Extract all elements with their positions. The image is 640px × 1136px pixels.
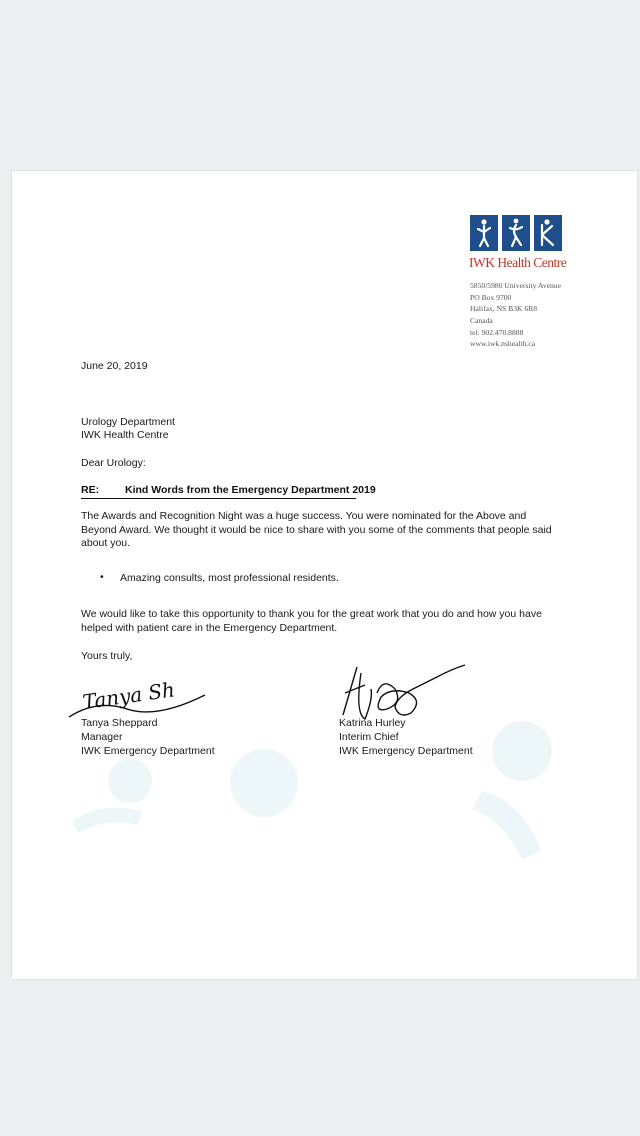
iwk-logo-icon (470, 215, 562, 251)
address-website: www.iwk.nshealth.ca (470, 339, 536, 349)
subject-label: RE: (81, 484, 100, 496)
letter-date: June 20, 2019 (81, 360, 148, 372)
body-paragraph-2: We would like to take this opportunity to thank you for the great work that you do and how you have helped with patient care in the Emergency Department. (81, 608, 542, 634)
address-street: 5850/5980 University Avenue (470, 281, 561, 290)
recipient-line-2: IWK Health Centre (81, 429, 169, 441)
signatory-1-name: Tanya Sheppard (81, 717, 158, 729)
signature-stroke-2 (343, 665, 465, 719)
greeting: Dear Urology: (81, 457, 146, 469)
recipient-line-1: Urology Department (81, 416, 175, 428)
signature-tanya-sheppard (67, 671, 207, 719)
signatory-2-title: Interim Chief (339, 731, 399, 743)
address-block (470, 280, 561, 350)
bullet-item: Amazing consults, most professional residents. (120, 572, 339, 584)
address-po-box: PO Box 9700 (470, 292, 512, 302)
signatory-1-title: Manager (81, 731, 123, 743)
signatory-1-department: IWK Emergency Department (81, 745, 215, 757)
signature-katrina-hurley (337, 663, 467, 723)
letter-page (12, 171, 637, 979)
bullet-icon: • (100, 571, 104, 583)
address-city: Halifax, NS B3K 6R8 (470, 304, 538, 314)
org-name: IWK Health Centre (469, 255, 567, 270)
signatory-2-name: Katrina Hurley (339, 717, 406, 729)
signature-tanya-text: Tanya Sh (81, 677, 177, 715)
subject-text: Kind Words from the Emergency Department 2019 (125, 484, 376, 496)
body-paragraph-1: The Awards and Recognition Night was a huge success. You were nominated for the Above and Beyond Award. We thought it would be nice to share with you some of the comments that people said about you. (81, 510, 552, 549)
subject-line (81, 484, 376, 499)
signatory-2-department: IWK Emergency Department (339, 745, 473, 757)
closing: Yours truly, (81, 650, 133, 662)
address-country: Canada (470, 316, 493, 326)
address-phone: tel: 902.470.8888 (470, 327, 524, 337)
